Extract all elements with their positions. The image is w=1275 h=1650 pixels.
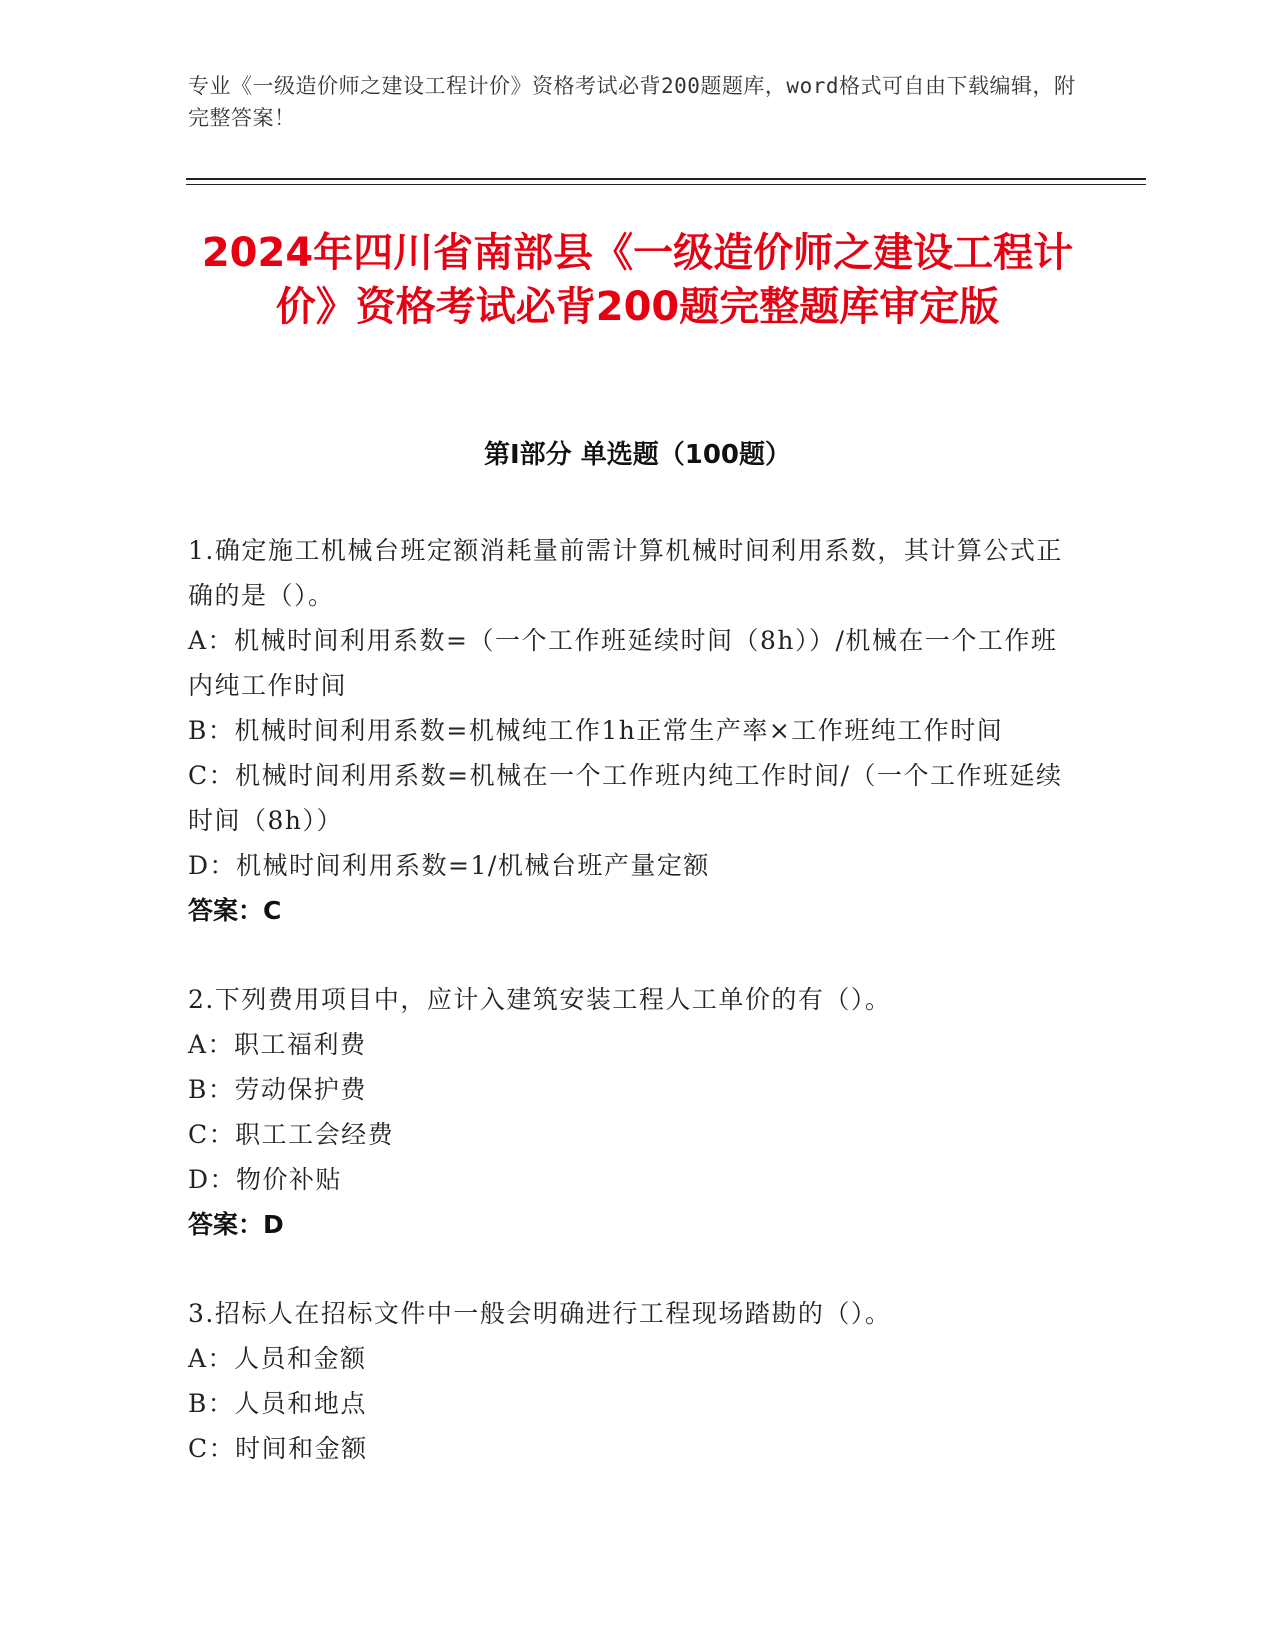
option-b: B：劳动保护费 (188, 1075, 367, 1104)
section-title: 第Ⅰ部分 单选题（100题） (484, 440, 791, 470)
question-stem: 1.确定施工机械台班定额消耗量前需计算机械时间利用系数，其计算公式正确的是（）。 (188, 536, 1063, 610)
option-b: B：机械时间利用系数=机械纯工作1h正常生产率×工作班纯工作时间 (188, 716, 1004, 745)
question-list (188, 528, 1068, 1515)
answer: 答案：C (188, 896, 282, 925)
option-d: D：机械时间利用系数=1/机械台班产量定额 (188, 851, 710, 880)
header-divider-thick (186, 178, 1146, 180)
option-a: A：人员和金额 (188, 1344, 367, 1373)
option-b: B：人员和地点 (188, 1389, 367, 1418)
option-a: A：机械时间利用系数=（一个工作班延续时间（8h））/机械在一个工作班内纯工作时间 (188, 626, 1058, 700)
question-1 (188, 528, 1068, 933)
option-c: C：职工工会经费 (188, 1120, 395, 1149)
question-stem: 3.招标人在招标文件中一般会明确进行工程现场踏勘的（）。 (188, 1299, 892, 1328)
option-c: C：时间和金额 (188, 1434, 368, 1463)
header-note: 专业《一级造价师之建设工程计价》资格考试必背200题题库，word格式可自由下载编辑，附完整答案！ (188, 74, 1076, 130)
question-stem: 2.下列费用项目中，应计入建筑安装工程人工单价的有（）。 (188, 985, 892, 1014)
option-c: C：机械时间利用系数=机械在一个工作班内纯工作时间/（一个工作班延续时间（8h）） (188, 761, 1063, 835)
document-title: 2024年四川省南部县《一级造价师之建设工程计价》资格考试必背200题完整题库审定版 (201, 230, 1074, 330)
question-3 (188, 1291, 1068, 1471)
answer: 答案：D (188, 1210, 284, 1239)
option-a: A：职工福利费 (188, 1030, 367, 1059)
header-divider-thin (186, 184, 1146, 185)
question-2 (188, 977, 1068, 1247)
option-d: D：物价补贴 (188, 1165, 343, 1194)
